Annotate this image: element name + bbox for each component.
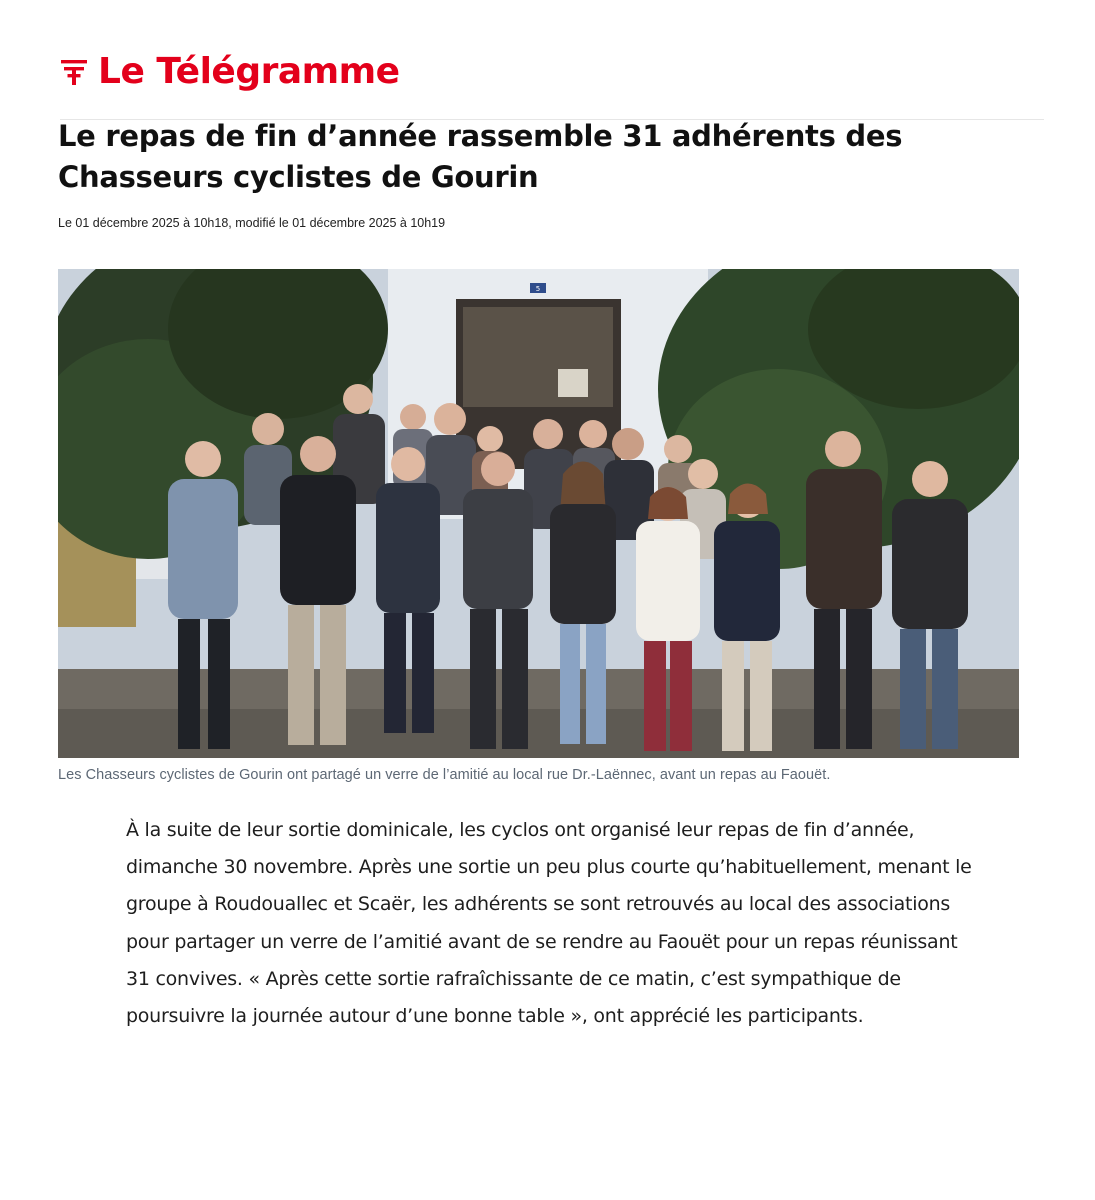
article-photo bbox=[58, 269, 1019, 758]
telegramme-logo-icon bbox=[60, 57, 88, 87]
article-title: Le repas de fin d’année rassemble 31 adhérents des Chasseurs cyclistes de Gourin bbox=[58, 119, 903, 194]
article-body: À la suite de leur sortie dominicale, les cyclos ont organisé leur repas de fin d’année, dimanche 30 novembre. Après une sortie un peu plus courte qu’habituellement, menant le groupe à Roudouallec et Scaër, les adhérents se sont retrouvés au local des associations pour partager un verre de l’amitié avant de se rendre au Faouët pour un repas réunissant 31 convives. « Après cette sortie rafraîchissante de ce matin, c’est sympathique de poursuivre la journée autour d’une bonne table », ont apprécié les participants. bbox=[126, 819, 972, 1028]
article-dateline: Le 01 décembre 2025 à 10h18, modifié le 01 décembre 2025 à 10h19 bbox=[58, 216, 446, 230]
group-front-row bbox=[168, 431, 968, 751]
site-logo-link[interactable]: Le Télégramme bbox=[98, 51, 400, 92]
group-photo-illustration bbox=[58, 269, 1019, 758]
photo-caption: Les Chasseurs cyclistes de Gourin ont partagé un verre de l’amitié au local rue Dr.-Laënnec, avant un repas au Faouët. bbox=[58, 767, 831, 783]
site-masthead bbox=[60, 50, 400, 94]
door-number: 5 bbox=[535, 285, 541, 293]
